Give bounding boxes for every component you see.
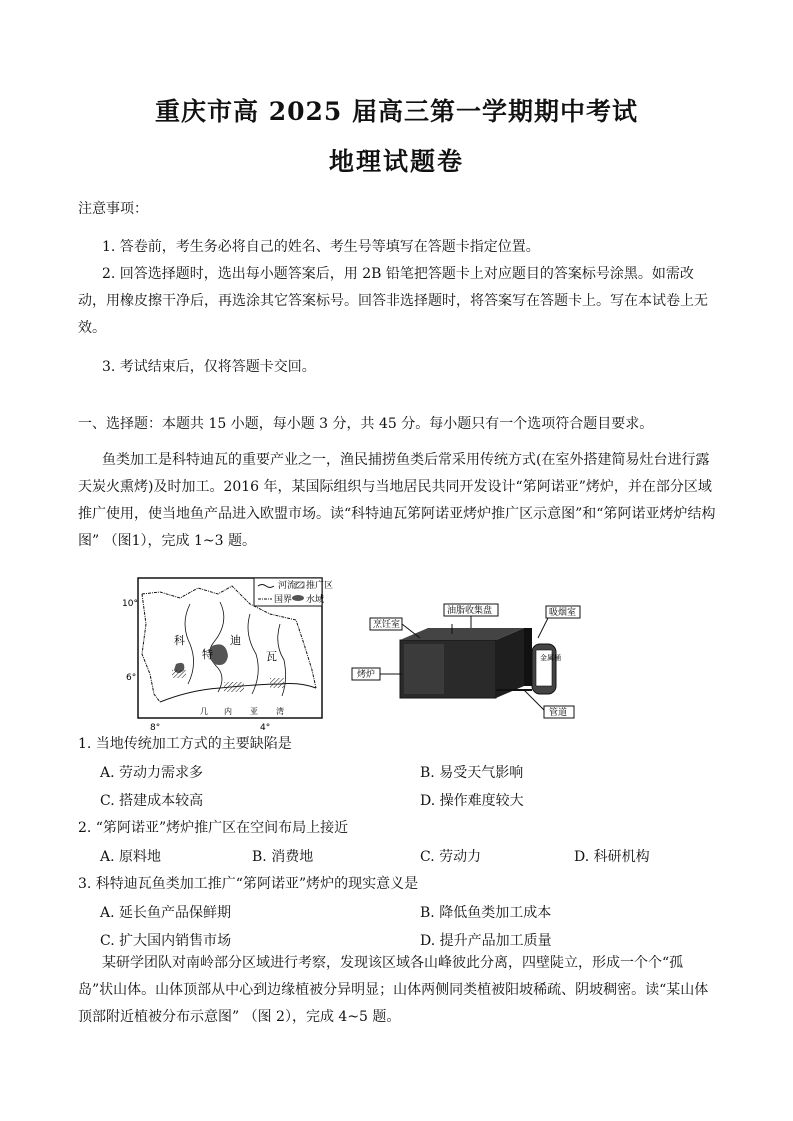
- lon-label-left: 8°: [150, 723, 161, 733]
- question-2-stem: 2. “笫阿诺亚”烤炉推广区在空间布局上接近: [78, 820, 349, 836]
- question-2-option-d: D. 科研机构: [574, 849, 650, 865]
- passage-1: 鱼类加工是科特迪瓦的重要产业之一，渔民捕捞鱼类后常采用传统方式(在室外搭建简易灶台进行露天炭火熏烤)及时加工。2016 年，某国际组织与当地居民共同开发设计“笫阿诺亚”烤炉，并在部分区域推广使用，使当地鱼产品进入欧盟市场。读“科特迪瓦笫阿诺亚烤炉推广区示意图”和“笫阿诺亚烤炉结构图” （图1），完成 1~3 题。: [78, 452, 716, 549]
- sea-char-3: 亚: [250, 707, 258, 716]
- page-subtitle: 地理试题卷: [328, 147, 464, 176]
- question-1-option-c: C. 搭建成本较高: [100, 793, 204, 809]
- sea-char-4: 湾: [276, 707, 284, 716]
- oven-structure-diagram: [348, 598, 588, 728]
- question-1-option-a: A. 劳动力需求多: [100, 765, 204, 781]
- question-1-option-b: B. 易受天气影响: [420, 765, 524, 781]
- promotion-area-map: [120, 574, 334, 734]
- page-title: 重庆市高 2025 届高三第一学期期中考试: [155, 97, 638, 126]
- question-2-option-c: C. 劳动力: [420, 849, 482, 865]
- oven-label-metal-bucket: 金属桶: [540, 654, 561, 662]
- lat-label-top: 10°: [122, 599, 138, 609]
- question-2-option-a: A. 原料地: [100, 849, 162, 865]
- oven-label-oven: 烤炉: [357, 670, 376, 680]
- section-heading: 一、选择题：本题共 15 小题，每小题 3 分，共 45 分。每小题只有一个选项符合题目要求。: [78, 416, 654, 432]
- legend-border: 国界: [274, 595, 293, 605]
- map-letter-wa: 瓦: [266, 650, 277, 663]
- question-3-option-c: C. 扩大国内销售市场: [100, 933, 232, 949]
- legend-water: 水域: [306, 595, 325, 605]
- question-2-option-b: B. 消费地: [252, 849, 314, 865]
- question-3-stem: 3. 科特迪瓦鱼类加工推广“笫阿诺亚”烤炉的现实意义是: [78, 876, 419, 892]
- lat-label-mid: 6°: [126, 673, 137, 683]
- oven-label-grease-tray: 油脂收集盘: [447, 606, 493, 616]
- map-letter-ke: 科: [174, 634, 185, 647]
- lon-label-right: 4°: [260, 723, 271, 733]
- legend-river: 河流: [278, 581, 297, 591]
- question-3-option-a: A. 延长鱼产品保鲜期: [100, 905, 232, 921]
- sea-char-2: 内: [224, 707, 232, 716]
- question-3-option-b: B. 降低鱼类加工成本: [420, 905, 552, 921]
- legend-promotion: 推广区: [306, 581, 334, 591]
- oven-label-cooking-room: 烹饪室: [373, 620, 401, 630]
- notice-item-3: 3. 考试结束后，仅将答题卡交回。: [102, 359, 316, 375]
- oven-label-smoke-room: 吸烟室: [549, 608, 577, 618]
- oven-label-pipe: 管道: [549, 708, 568, 718]
- question-1-stem: 1. 当地传统加工方式的主要缺陷是: [78, 736, 292, 752]
- notice-heading: 注意事项：: [78, 201, 148, 217]
- question-3-option-d: D. 提升产品加工质量: [420, 933, 552, 949]
- sea-char-1: 几: [200, 707, 208, 716]
- passage-2: 某研学团队对南岭部分区域进行考察，发现该区域各山峰彼此分离，四壁陡立，形成一个个“孤岛”状山体。山体顶部从中心到边缘植被分异明显；山体两侧同类植被阳坡稀疏、阴坡稠密。读“某山体顶部附近植被分布示意图” （图 2），完成 4~5 题。: [78, 955, 709, 1025]
- question-1-option-d: D. 操作难度较大: [420, 793, 524, 809]
- notice-item-1: 1. 答卷前，考生务必将自己的姓名、考生号等填写在答题卡指定位置。: [102, 239, 540, 255]
- map-letter-di: 迪: [230, 634, 241, 647]
- notice-item-2: 2. 回答选择题时，选出每小题答案后，用 2B 铅笔把答题卡上对应题目的答案标号涂黑。如需改动，用橡皮擦干净后，再选涂其它答案标号。回答非选择题时，将答案写在答题卡上。写在本试卷上无效。: [78, 266, 708, 336]
- map-letter-te: 特: [202, 648, 213, 661]
